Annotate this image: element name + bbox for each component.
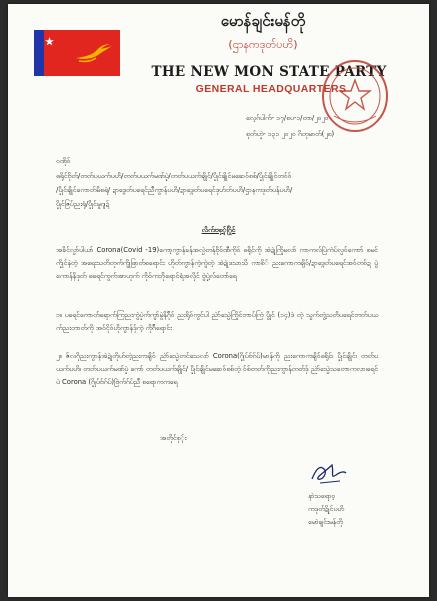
recipient-line-2: /ပ္ဍိုင်ချိုင်ကောတ်မိစရဲ/ ဍာဒ္ဂေတ်ပရေင်ညဳကွာန်ပဟိ/ဍာဒ္ဂေတ်ပရေင်ဒုဟ်တ်ပဟိ/ဌာနကဒုတ်ပန်ပဟိ/ [56, 186, 293, 194]
party-seal-stamp [320, 58, 390, 134]
hamsa-bird-icon [74, 44, 114, 64]
letterhead-subtitle-mon: (ဌာနကဒုတ်ပဟိ) [228, 38, 298, 51]
letterhead-title-english: THE NEW MON STATE PARTY [151, 64, 387, 80]
letter-subject: လိက်ဗစှ္ၚ်ဂြိုင် [201, 226, 236, 234]
letterhead-title-mon: မောန်ချင်းမန်တို [220, 12, 306, 30]
star-icon [45, 37, 54, 46]
reference-date: စုတ်ဟ္ဍဲ- ၁၃၁ ၂၀၂၀ ဂိတုမာတ်(၂၈) [246, 130, 335, 138]
letterhead-subtitle-english: GENERAL HEADQUARTERS [195, 83, 347, 95]
flag-blue-stripe [34, 30, 44, 76]
reference-number: လေ့ဂ်ပါက်- ၁၇/စပ-၁/တာ/၂၀၂၀ [246, 114, 329, 122]
recipient-line-3: ပ္ဍိုင်ဇြပ်ညးရုံ/ပ္ဍိုင်မူဂျဍ် [56, 200, 110, 208]
list-item-1: ၁။ ပရေင်ကောတ်ရောက်ကြညးကွဲပ္ဍဲက်ကွာ်မွဲနိဂ်ိုဝ် ညးရိုဝ်ကွင်ပါ ညဲာ်သ္ပေဲကြိုင်တာပ်ကြဲ ပွိုင် (၁၄)ဒဲ တဲ့ သွက်တွဲ့သတိပရေင်တတ်ပယက်ညးတာတ်ကို အဝ်ငိုဝ်ဟိုကွာန်ဒှ်ကဲ့ ကိုဂ်ိရောင်း [56, 311, 378, 332]
list-item-2: ၂။ ဇ်လဂိုညးကွာန်အဲဍုဲတိုဟ်တဲ့ညးကချိဝ် ညဲာ်သ္ပေဲတင်သေလာ် Corona(ဂ္ဍိုပ်ဗ်ဂ်ပ်)မာန်ကို ညးကောကချိဝ်ဓရိုင်၊ ပ္ဍိုင်ချိုင်၊ တတ်ပယက်ပဟိ၊ တတ်ပယက်မဏ်ပ္ဍဲ ကော် တတ်ပယက်ချိုင်/ ပ္ဍိုင်ချိုင်မဆေဝ်စစ်တဲ့ ဝ်စ်တတ်ကိုညးကွာန်တတ်ဒှ် ညဲာ်သ္ပေဲသတောကလာ၊ရေင်ပဲ Corona (ဂ္ဍိုပ်ဗ်ဂ်ပ်)ဗြဲက်ဂ်ပ်ညဳ စရောကကရေ [56, 352, 378, 386]
letter-page [8, 4, 429, 597]
party-flag [34, 30, 120, 76]
recipient-label: ဝဏိုဝ် [56, 157, 71, 165]
signatory-name: နာဲသရောဝ့ [308, 492, 336, 500]
intro-paragraph: အခိင်လ္ပာ်ပါယာ် Corona(Covid -19)ကော့ကွာန်ခန်အလ္ပဲတန်ဗိုဝ်ဏီကိုဝ် ဓရိုင်ကို အဲဍုဲကြိုမလာ် ကာကလ်ပြဲကဲပ်လ္ပဝ်ကောာ် စမၚ်က္ဍိုင်နဲတဲ့ အရေးသတိတုက်ကွိုဖြာတ်စရောင်း ဟိုတ်ကွာန်ကဲ့ကွဲတဲ့ အဲဍုဲဒသာသိ ကာစိ် ညးကောကချိဝ်/ဍာဒ္ဂေတ်ပရေင်အဝ်တဝ်ဍ ပွဲကောန်နိဒုတ် ဓရေင်ကွက်အာဟုက် ကိုဝ်ကဘိုရောင်ရံအလိုင် ဗွဲပ္ဍဲ့လ်တော်ရေ [56, 246, 378, 280]
recipient-line-1: ဓရိုင်ဗိုတ်/တတ်ပယက်ပဟိ/တတ်ပယက်မဏ်ပ္ဍဲ/တတ်ပယက်ချိုင်/ပ္ဍိုင်ချိုင်မဆေဝ်စစ်/ပ္ဍိုင်ချိုင်တဝ်ဝ် [56, 172, 292, 180]
handwritten-signature [306, 459, 350, 487]
signatory-title: ကဒုတ်ဍိုင်ပဟိ [308, 505, 344, 513]
closing-text: အတိုင်စှ္ၚ်း [160, 434, 187, 442]
signatory-organization: မောဲချင်းမန်တို [308, 518, 343, 526]
